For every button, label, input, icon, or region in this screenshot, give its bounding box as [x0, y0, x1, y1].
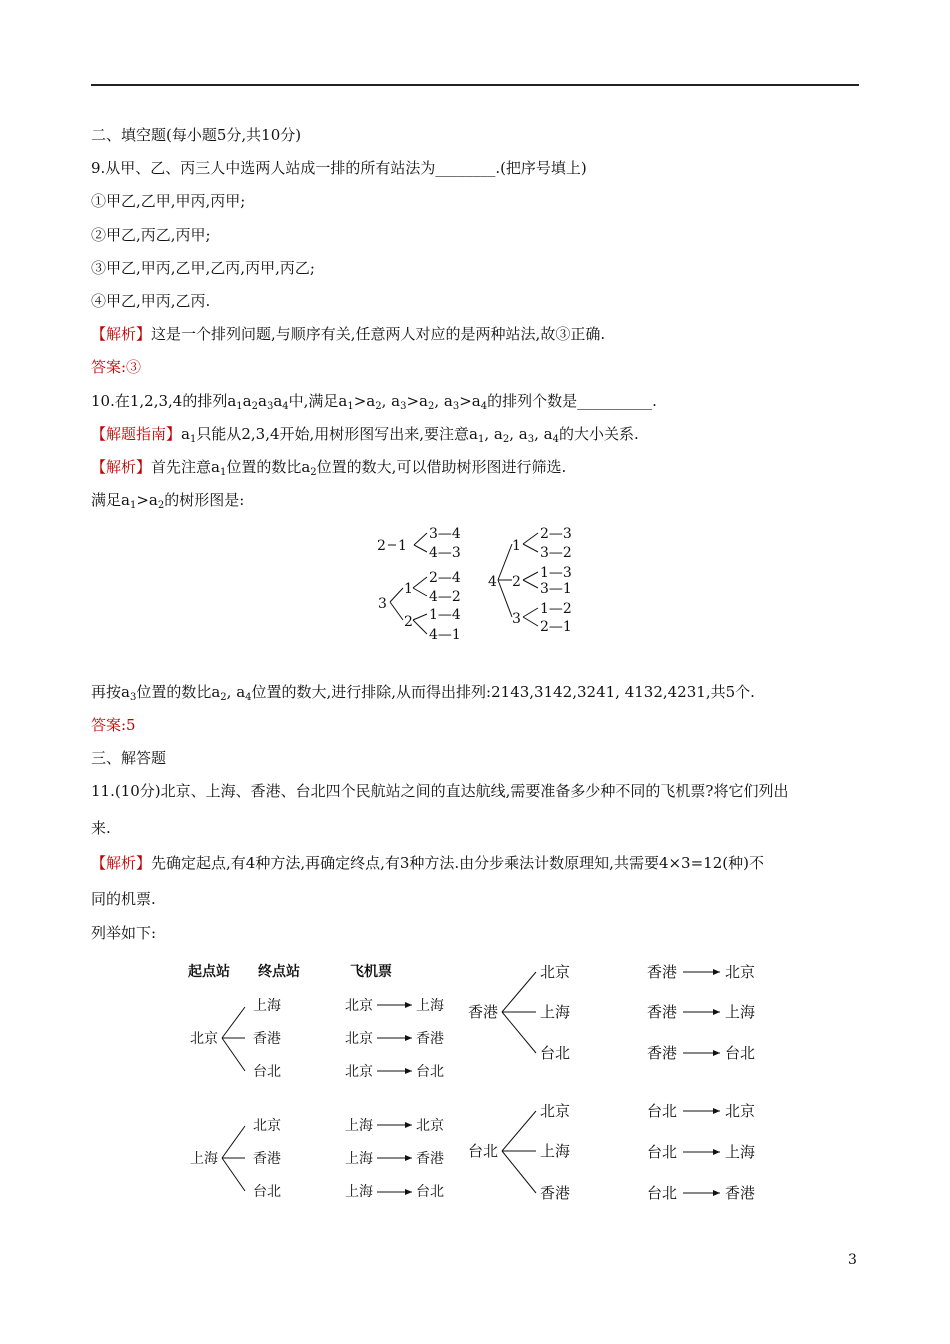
start-station: 北京 [190, 1031, 218, 1047]
tree-node: 1 [398, 538, 407, 554]
start-station: 香港 [468, 1003, 499, 1021]
q9-answer: 答案:③ [91, 358, 142, 376]
q10-tree-intro: 满足$a_1>a_2$的树形图是: [91, 491, 245, 511]
q10-answer: 答案:5 [91, 716, 136, 734]
section3-title: 三、解答题 [91, 749, 167, 767]
q9-option-4: ④甲乙,甲丙,乙丙. [91, 292, 211, 310]
section2-title: 二、填空题(每小题5分,共10分) [91, 126, 302, 144]
ticket-from: 台北 [647, 1184, 678, 1202]
tree-leaf: 3—4 [429, 526, 461, 542]
ticket-from: 香港 [647, 963, 678, 981]
start-station: 台北 [468, 1142, 499, 1160]
ticket-to: 上海 [725, 1003, 756, 1021]
end-station: 北京 [540, 963, 571, 981]
ticket-from: 香港 [647, 1044, 678, 1062]
start-station: 上海 [190, 1151, 218, 1167]
end-station: 上海 [253, 998, 281, 1014]
q10-stem: 10.在1,2,3,4的排列$a_1a_2a_3a_4$中,满足$a_1>a_2$, $a_3>a_2$, $a_3>a_4$的排列个数是__________. [91, 392, 657, 412]
q10-analysis: 【解析】首先注意$a_1$位置的数比$a_2$位置的数大,可以借助树形图进行筛选. [91, 458, 567, 478]
q9-stem: 9.从甲、乙、丙三人中选两人站成一排的所有站法为________.(把序号填上) [91, 159, 587, 177]
ticket-to: 香港 [416, 1031, 444, 1047]
end-station: 香港 [540, 1184, 571, 1202]
q11-analysis-2: 同的机票. [91, 890, 156, 908]
analysis-tag: 【解析】 [91, 458, 152, 476]
tree-leaf: 2—4 [429, 570, 461, 586]
end-station: 北京 [253, 1118, 281, 1134]
q9-option-2: ②甲乙,丙乙,丙甲; [91, 226, 211, 244]
analysis-text: 这是一个排列问题,与顺序有关,任意两人对应的是两种站法,故③正确. [151, 325, 606, 343]
ticket-from: 北京 [345, 1064, 373, 1080]
ticket-from: 上海 [345, 1151, 373, 1167]
analysis-tag: 【解析】 [91, 325, 152, 343]
ticket-from: 台北 [647, 1143, 678, 1161]
end-station: 北京 [540, 1102, 571, 1120]
header-ticket: 飞机票 [350, 964, 392, 980]
ticket-to: 北京 [725, 1102, 756, 1120]
q9-analysis [91, 324, 605, 344]
tree-leaf: 1—4 [429, 607, 461, 623]
ticket-from: 北京 [345, 998, 373, 1014]
tree-node: 1 [512, 538, 521, 554]
ticket-from: 上海 [345, 1184, 373, 1200]
end-station: 台北 [253, 1064, 281, 1080]
tree-leaf: 2—3 [540, 526, 572, 542]
q9-option-3: ③甲乙,甲丙,乙甲,乙丙,丙甲,丙乙; [91, 259, 315, 277]
ticket-to: 上海 [416, 998, 444, 1014]
header-rule [91, 84, 859, 86]
ticket-from: 北京 [345, 1031, 373, 1047]
end-station: 上海 [540, 1142, 571, 1160]
end-station: 上海 [540, 1003, 571, 1021]
hint-tag: 【解题指南】 [91, 425, 182, 443]
tree-leaf: 1—3 [540, 565, 572, 581]
end-station: 台北 [540, 1044, 571, 1062]
q11-flight-diagram [180, 955, 790, 1210]
tree-leaf: 4—2 [429, 589, 461, 605]
ticket-from: 香港 [647, 1003, 678, 1021]
q10-tree-diagram [375, 522, 585, 647]
tree-leaf: 4—3 [429, 545, 461, 561]
tree-root-2: 2 [377, 538, 386, 554]
tree-root-4: 4 [488, 574, 497, 590]
q11-analysis-1: 【解析】先确定起点,有4种方法,再确定终点,有3种方法.由分步乘法计数原理知,共需要4×3=12(种)不 [91, 854, 764, 872]
end-station: 香港 [253, 1151, 281, 1167]
tree-leaf: 1—2 [540, 601, 572, 617]
ticket-to: 台北 [416, 1064, 444, 1080]
tree-node: 3 [512, 611, 521, 627]
q9-option-1: ①甲乙,乙甲,甲丙,丙甲; [91, 192, 246, 210]
ticket-from: 上海 [345, 1118, 373, 1134]
ticket-to: 北京 [416, 1118, 444, 1134]
tree-leaf: 3—2 [540, 545, 572, 561]
analysis-tag: 【解析】 [91, 854, 152, 872]
tree-node: 2 [404, 614, 413, 630]
ticket-from: 台北 [647, 1102, 678, 1120]
tree-leaf: 2—1 [540, 619, 572, 635]
ticket-to: 台北 [725, 1044, 756, 1062]
end-station: 香港 [253, 1031, 281, 1047]
end-station: 台北 [253, 1184, 281, 1200]
q11-stem-2: 来. [91, 819, 111, 837]
tree-node: 1 [404, 581, 413, 597]
page-number: 3 [848, 1252, 857, 1268]
ticket-to: 北京 [725, 963, 756, 981]
q11-stem-1: 11.(10分)北京、上海、香港、台北四个民航站之间的直达航线,需要准备多少种不同的飞机票?将它们列出 [91, 782, 789, 800]
header-end: 终点站 [258, 964, 300, 980]
tree-leaf: 4—1 [429, 627, 461, 643]
q10-hint: 【解题指南】$a_1$只能从2,3,4开始,用树形图写出来,要注意$a_1$, $a_2$, $a_3$, $a_4$的大小关系. [91, 425, 639, 445]
q11-list-intro: 列举如下: [91, 924, 157, 942]
ticket-to: 上海 [725, 1143, 756, 1161]
ticket-to: 台北 [416, 1184, 444, 1200]
ticket-to: 香港 [416, 1151, 444, 1167]
tree-node: 2 [512, 574, 521, 590]
tree-root-3: 3 [378, 596, 387, 612]
tree-leaf: 3—1 [540, 581, 572, 597]
header-start: 起点站 [188, 964, 230, 980]
q10-result: 再按$a_3$位置的数比$a_2$, $a_4$位置的数大,进行排除,从而得出排列:2143,3142,3241, 4132,4231,共5个. [91, 683, 755, 703]
ticket-to: 香港 [725, 1184, 756, 1202]
